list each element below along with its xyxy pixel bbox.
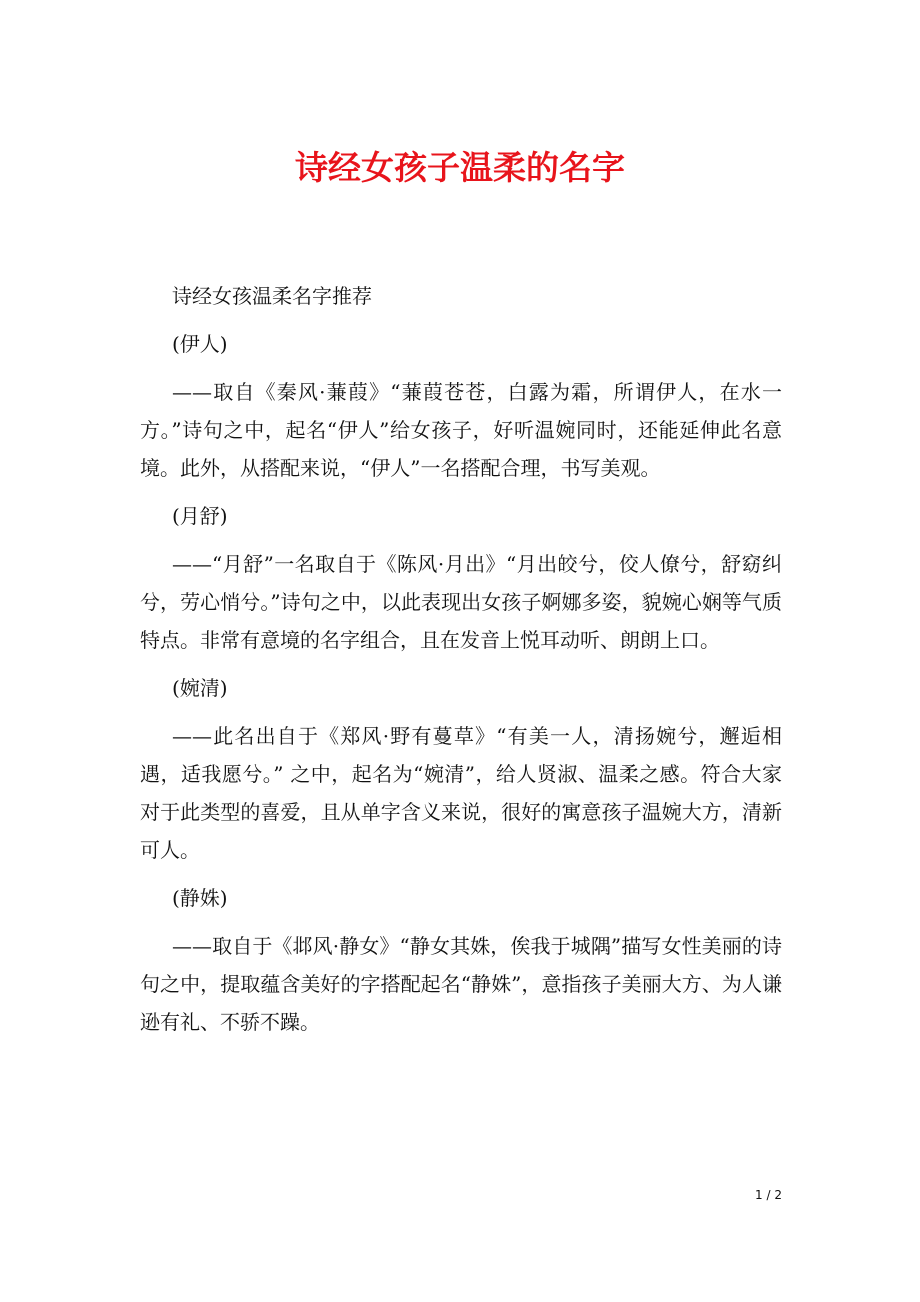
paragraph-yueshu: ——“月舒”一名取自于《陈风·月出》“月出皎兮，佼人僚兮，舒窈纠兮，劳心悄兮。”诗句之中，以此表现出女孩子婀娜多姿，貌婉心娴等气质特点。非常有意境的名字组合，且在发音上悦耳动听、朗朗上口。 [140,552,782,652]
name-heading-yueshu: (月舒) [172,504,228,528]
name-heading-wanqing: (婉清) [172,676,228,700]
paragraph-intro: 诗经女孩温柔名字推荐 [172,284,372,308]
paragraph-yiren: ——取自《秦风·蒹葭》“蒹葭苍苍，白露为霜，所谓伊人，在水一方。”诗句之中，起名“伊人”给女孩子，好听温婉同时，还能延伸此名意境。此外，从搭配来说，“伊人”一名搭配合理，书写美观。 [140,380,782,480]
name-heading-yiren: (伊人) [172,332,228,356]
name-heading-jingshu: (静姝) [172,886,228,910]
page-number: 1 / 2 [755,1188,782,1202]
document-title: 诗经女孩子温柔的名字 [295,148,625,187]
document-body [140,277,782,1051]
paragraph-jingshu: ——取自于《邶风·静女》“静女其姝，俟我于城隅”描写女性美丽的诗句之中，提取蕴含美好的字搭配起名“静姝”，意指孩子美丽大方、为人谦逊有礼、不骄不躁。 [140,934,782,1034]
paragraph-wanqing: ——此名出自于《郑风·野有蔓草》“有美一人，清扬婉兮，邂逅相遇，适我愿兮。” 之中，起名为“婉清”，给人贤淑、温柔之感。符合大家对于此类型的喜爱，且从单字含义来说，很好的寓意孩子温婉大方，清新可人。 [140,724,782,862]
